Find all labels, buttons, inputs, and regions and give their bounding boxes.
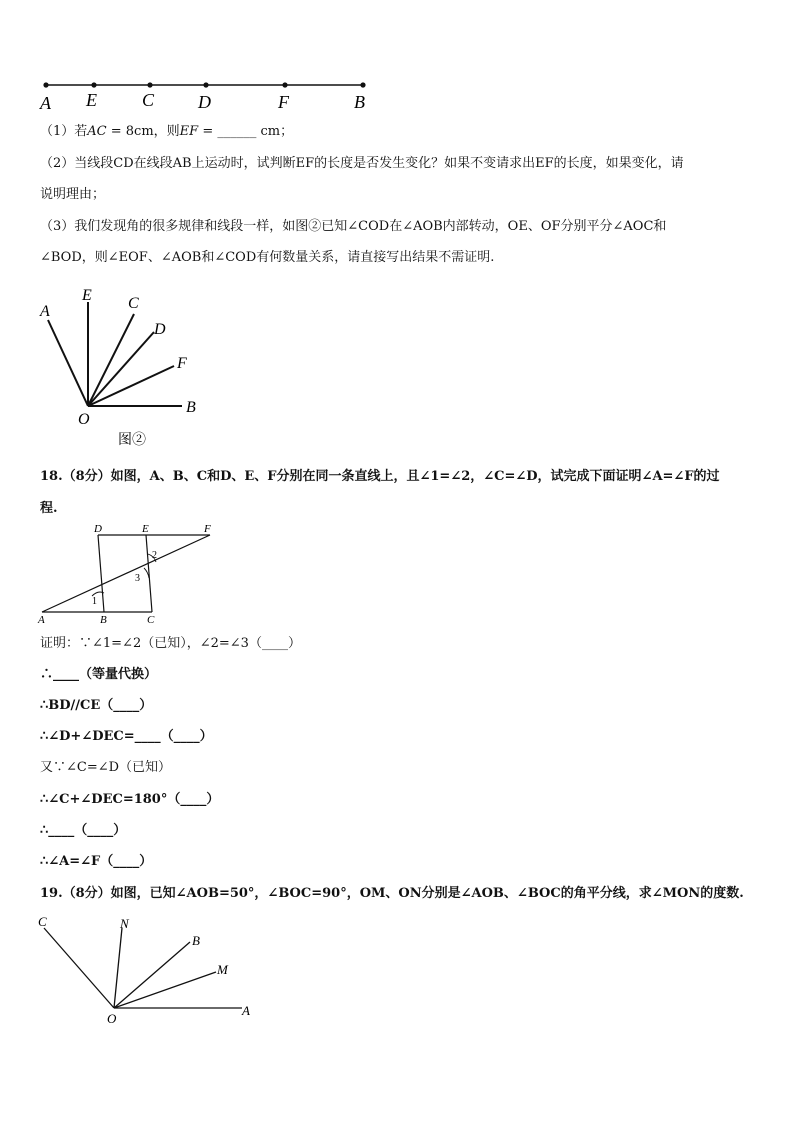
label-e: E (86, 90, 97, 110)
q18-proof-line-8: ∴∠A=∠F（____） (40, 854, 153, 869)
line-ec (146, 535, 152, 612)
q19-label-b: B (192, 933, 200, 948)
ray-of (88, 366, 174, 406)
point-c (147, 82, 152, 87)
q18-proof-line-5: 又∵∠C=∠D（已知） (40, 760, 172, 775)
q19-statement: 19.（8分）如图，已知∠AOB=50°，∠BOC=90°，OM、ON分别是∠AOB、∠BOC的角平分线，求∠MON的度数. (40, 886, 744, 901)
label-f: F (278, 92, 289, 112)
point-e (91, 82, 96, 87)
q19-label-m: M (217, 962, 228, 977)
point-b (360, 82, 365, 87)
q19-label-a: A (242, 1003, 250, 1018)
q18-label-f: F (204, 523, 211, 535)
q17-part1 (40, 124, 293, 140)
q19-label-o: O (107, 1011, 117, 1026)
q18-label-e: E (142, 523, 149, 535)
fig2-label-o: O (78, 411, 90, 428)
point-d (203, 82, 208, 87)
q18-label-b: B (100, 614, 107, 626)
q19-label-n: N (120, 916, 129, 931)
ray-od (88, 332, 154, 406)
q18-proof-line-1: 证明：∵∠1=∠2（已知），∠2=∠3（____） (40, 636, 301, 651)
q17-part1-ef: EF (179, 124, 199, 139)
ray-ob-19 (114, 942, 190, 1008)
q18-proof-line-6: ∴∠C+∠DEC=180°（____） (40, 792, 220, 807)
q17-part2-line1: （2）当线段CD在线段AB上运动时，试判断EF的长度是否发生变化？如果不变请求出EF的长度，如果变化，请 (40, 156, 684, 171)
q17-part1-blank[interactable]: ______ (217, 124, 257, 139)
q17-part2-line2: 说明理由； (40, 187, 106, 202)
point-f (282, 82, 287, 87)
line-db (98, 535, 104, 612)
ray-oa (48, 320, 88, 406)
q18-figure (30, 518, 230, 628)
q17-part1-unit: cm； (256, 124, 294, 139)
fig2-label-e: E (82, 287, 92, 304)
fig2-label-c: C (128, 295, 139, 312)
label-c: C (142, 90, 155, 110)
ray-oc (88, 314, 134, 406)
q18-label-c: C (147, 614, 155, 626)
q18-label-3: 3 (135, 573, 140, 584)
point-a (43, 82, 48, 87)
fig2-label-b: B (186, 399, 196, 416)
fig2-label-d: D (154, 321, 166, 338)
q18-label-1: 1 (92, 596, 97, 607)
q17-part1-ac: AC (87, 124, 107, 139)
q19-label-c: C (38, 914, 47, 929)
q18-proof-line-2: ∴____（等量代换） (40, 667, 158, 682)
fig2-label-a: A (40, 303, 50, 320)
q17-part1-mid: = 8cm，则 (106, 124, 180, 139)
ray-om-19 (114, 972, 216, 1008)
ray-oc-19 (44, 928, 114, 1008)
q18-statement-line1: 18.（8分）如图，A、B、C和D、E、F分别在同一条直线上，且∠1=∠2，∠C=∠D，试完成下面证明∠A=∠F的过 (40, 469, 720, 484)
ray-on-19 (114, 928, 122, 1008)
q18-proof-line-3: ∴BD//CE（____） (40, 698, 153, 713)
q18-label-a: A (38, 614, 45, 626)
label-d: D (198, 92, 211, 112)
segment-figure (30, 75, 380, 115)
q18-statement-line2: 程. (40, 501, 58, 516)
label-a: A (40, 93, 51, 113)
label-b: B (354, 92, 365, 112)
line-af (42, 535, 210, 612)
q18-label-2: 2 (152, 550, 157, 561)
q18-proof-line-4: ∴∠D+∠DEC=____（____） (40, 729, 213, 744)
q18-proof-line-7: ∴____（____） (40, 823, 127, 838)
fig2-label-f: F (177, 355, 187, 372)
q19-figure (30, 908, 270, 1033)
q17-part3-line2: ∠BOD，则∠EOF、∠AOB和∠COD有何数量关系，请直接写出结果不需证明. (40, 250, 495, 265)
fig2-caption: 图② (118, 433, 146, 448)
q17-part1-prefix: （1）若 (40, 124, 88, 139)
q17-part3-line1: （3）我们发现角的很多规律和线段一样，如图②已知∠COD在∠AOB内部转动，OE、OF分别平分∠AOC和 (40, 219, 667, 234)
q18-label-d: D (94, 523, 102, 535)
q17-part1-eq: = (198, 124, 218, 139)
angle-figure-2 (30, 280, 220, 450)
